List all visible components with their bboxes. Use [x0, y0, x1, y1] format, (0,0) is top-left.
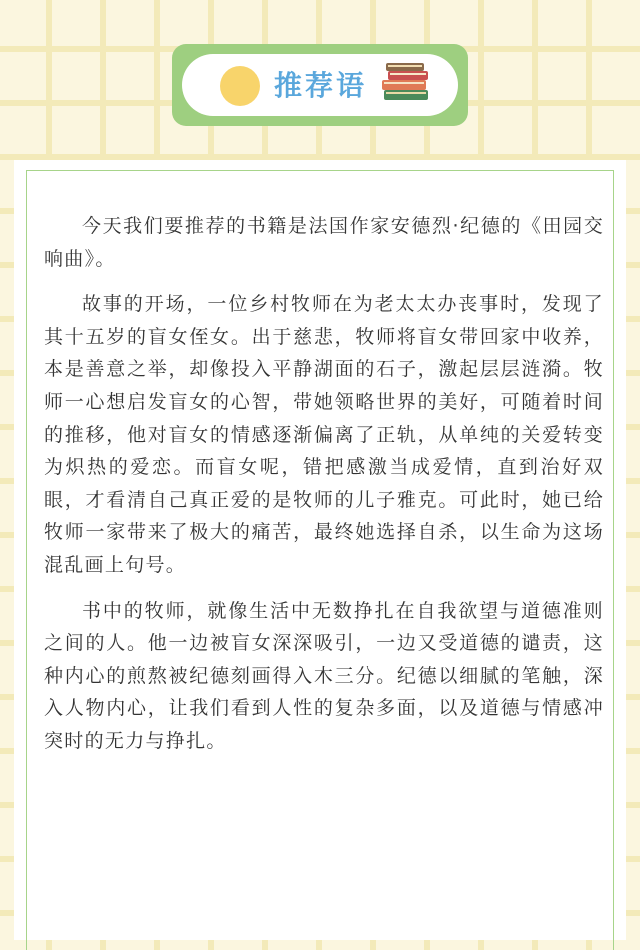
- paragraph-analysis: 书中的牧师，就像生活中无数挣扎在自我欲望与道德准则之间的人。他一边被盲女深深吸引，一边又受道德的谴责，这种内心的煎熬被纪德刻画得入木三分。纪德以细腻的笔触，深入人物内心，让我们看到人性的复杂多面，以及道德与情感冲突时的无力与挣扎。: [44, 599, 604, 752]
- paragraph-intro: 今天我们要推荐的书籍是法国作家安德烈·纪德的《田园交响曲》。: [44, 215, 604, 270]
- article-text: [44, 210, 604, 771]
- header-badge: [172, 44, 468, 126]
- paragraph-story: 故事的开场，一位乡村牧师在为老太太办丧事时，发现了其十五岁的盲女侄女。出于慈悲，牧师将盲女带回家中收养，本是善意之举，却像投入平静湖面的石子，激起层层涟漪。牧师一心想启发盲女的心智，带她领略世界的美好，可随着时间的推移，他对盲女的情感逐渐偏离了正轨，从单纯的关爱转变为炽热的爱恋。而盲女呢，错把感激当成爱情，直到治好双眼，才看清自己真正爱的是牧师的儿子雅克。可此时，她已给牧师一家带来了极大的痛苦，最终她选择自杀，以生命为这场混乱画上句号。: [44, 293, 604, 576]
- section-title: 推荐语: [274, 69, 368, 102]
- header-badge-inner: [182, 54, 458, 116]
- article-card: [14, 160, 626, 940]
- books-icon: [378, 60, 434, 106]
- sun-icon: [220, 66, 260, 106]
